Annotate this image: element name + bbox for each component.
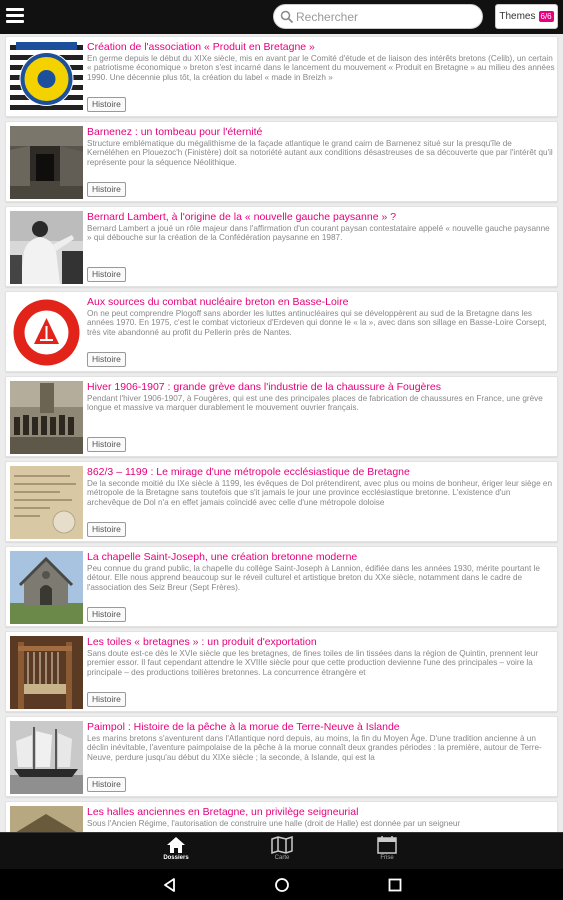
item-description: Peu connue du grand public, la chapelle du collège Saint-Joseph à Lannion, édifiée dans les années 1930, mérite pourtant le détour. Elle nous apprend beaucoup sur le réveil culturel et artistique breton du XXe siècle, notamment dans le cadre de l'association des Seiz Breur (Sept Frères).	[87, 564, 540, 592]
list-item[interactable]	[5, 206, 558, 287]
category-tag[interactable]: Histoire	[87, 777, 126, 792]
item-description: Les marins bretons s'aventurent dans l'Atlantique nord depuis, au moins, la fin du Moyen Âge. D'une tradition ancienne à un déclin inévitable, l'aventure paimpolaise de la pêche à la morue connaît deux grandes périodes : la première, autour de Terre-Neuve, perdure jusqu'au début du XIXe siècle ; la seconde, à Islande, qui est la	[87, 734, 542, 762]
item-description: On ne peut comprendre Plogoff sans aborder les luttes antinucléaires qui se développèrent au sud de la Bretagne dans les années 1970. En 1975, c'est le combat victorieux d'Erdeven qui donne le « la », avec dans son sillage en Basse-Loire Corsept, très vite abandonné au profit du Pellerin près de Nantes.	[87, 309, 547, 337]
item-title[interactable]: Aux sources du combat nucléaire breton en Basse-Loire	[87, 296, 349, 308]
item-description: Sous l'Ancien Régime, l'autorisation de construire une halle (droit de Halle) est donnée par un seigneur	[87, 819, 461, 828]
search-input[interactable]	[296, 8, 476, 26]
search-icon	[280, 10, 294, 24]
item-description: Sans doute est-ce dès le XVIe siècle que les bretagnes, de fines toiles de lin tissées dans la région de Quintin, prennent leur premier essor. Il faut cependant attendre le XVIIIe siècle pour que cette production devienne l'une des principales – voire la principale – des productions toilières bretonnes. La concurrence étrangère et	[87, 649, 539, 677]
search-box[interactable]	[273, 4, 483, 29]
item-description: En germe depuis le début du XIXe siècle, mis en avant par le Comité d'étude et de liaison des intérêts bretons (Celib), un certain « patriotisme économique » breton s'est incarné dans le lancement du mouvement « Produit en Bretagne » au milieu des années 1990. Une décennie plus tôt, la création du label « made in Breizh »	[87, 54, 555, 82]
themes-button[interactable]	[495, 4, 558, 29]
list-item[interactable]	[5, 121, 558, 202]
category-tag[interactable]: Histoire	[87, 267, 126, 282]
thumbnail	[10, 211, 83, 284]
item-description: De la seconde moitié du IXe siècle à 1199, les évêques de Dol prétendirent, avec plus ou moins de bonheur, ériger leur siège en métropole de la Bretagne sans toutefois que s'it jamais le jour une province ecclésiastique bretonne. L'existence d'un archevêque de Dol n'a en effet jamais coïncidé avec celle d'une métropole doloise	[87, 479, 553, 507]
category-tag[interactable]: Histoire	[87, 692, 126, 707]
list-item[interactable]	[5, 461, 558, 542]
item-description: Structure emblématique du mégalithisme de la façade atlantique le grand cairn de Barnenez situé sur la presqu'île de Kernéléhen en Plouezoc'h (Finistère) doit sa notoriété autant aux conditions désastreuses de sa découverte que par l'intérêt qu'il représente pour la séquence Néolithique.	[87, 139, 553, 167]
themes-label: Themes	[499, 11, 536, 22]
category-tag[interactable]: Histoire	[87, 352, 126, 367]
item-title[interactable]: Paimpol : Histoire de la pêche à la morue de Terre-Neuve à Islande	[87, 721, 400, 733]
item-title[interactable]: Bernard Lambert, à l'origine de la « nouvelle gauche paysanne » ?	[87, 211, 397, 223]
home-icon	[166, 836, 186, 854]
category-tag[interactable]: Histoire	[87, 97, 126, 112]
item-description: Pendant l'hiver 1906-1907, à Fougères, qui est une des principales places de fabrication de chaussures en France, une grève longue et massive va marquer durablement le mouvement ouvrier français.	[87, 394, 543, 413]
item-title[interactable]: Barnenez : un tombeau pour l'éternité	[87, 126, 263, 138]
item-title[interactable]: La chapelle Saint-Joseph, une création bretonne moderne	[87, 551, 358, 563]
home-nav-icon[interactable]	[272, 875, 292, 895]
system-nav-bar	[0, 869, 563, 900]
category-tag[interactable]: Histoire	[87, 437, 126, 452]
category-tag[interactable]: Histoire	[87, 607, 126, 622]
tab-carte[interactable]	[252, 835, 312, 868]
back-icon[interactable]	[160, 875, 180, 895]
list-item[interactable]	[5, 546, 558, 627]
tab-dossiers[interactable]	[146, 835, 206, 868]
map-icon	[271, 836, 293, 854]
list-item[interactable]	[5, 376, 558, 457]
tab-label: Frise	[380, 855, 394, 861]
item-description: Bernard Lambert a joué un rôle majeur dans l'affirmation d'un courant paysan contestataire appelé « nouvelle gauche paysanne » qui débouche sur la création de la Confédération paysanne en 1987.	[87, 224, 550, 243]
item-title[interactable]: Création de l'association « Produit en Bretagne »	[87, 41, 315, 53]
category-tag[interactable]: Histoire	[87, 182, 126, 197]
item-title[interactable]: Les halles anciennes en Bretagne, un privilège seigneurial	[87, 806, 359, 818]
article-list	[5, 36, 558, 832]
thumbnail	[10, 551, 83, 624]
tab-label: Carte	[274, 855, 290, 861]
bottom-tab-bar	[0, 832, 563, 869]
thumbnail	[10, 466, 83, 539]
list-item[interactable]	[5, 631, 558, 712]
thumbnail	[10, 381, 83, 454]
tab-label: Dossiers	[163, 855, 189, 861]
item-title[interactable]: Hiver 1906-1907 : grande grève dans l'industrie de la chaussure à Fougères	[87, 381, 441, 393]
thumbnail	[10, 126, 83, 199]
list-item[interactable]	[5, 291, 558, 372]
recents-icon[interactable]	[385, 875, 405, 895]
category-tag[interactable]: Histoire	[87, 522, 126, 537]
thumbnail	[10, 636, 83, 709]
menu-icon[interactable]	[6, 8, 24, 23]
thumbnail	[10, 721, 83, 794]
calendar-icon	[377, 836, 397, 854]
item-title[interactable]: Les toiles « bretagnes » : un produit d'exportation	[87, 636, 317, 648]
list-item[interactable]	[5, 716, 558, 797]
themes-count-badge: 6/6	[540, 12, 552, 21]
top-bar	[0, 0, 563, 34]
item-title[interactable]: 862/3 – 1199 : Le mirage d'une métropole ecclésiastique de Bretagne	[87, 466, 410, 478]
thumbnail	[10, 296, 83, 369]
thumbnail	[10, 41, 83, 114]
tab-frise[interactable]	[357, 835, 417, 868]
list-item[interactable]	[5, 36, 558, 117]
